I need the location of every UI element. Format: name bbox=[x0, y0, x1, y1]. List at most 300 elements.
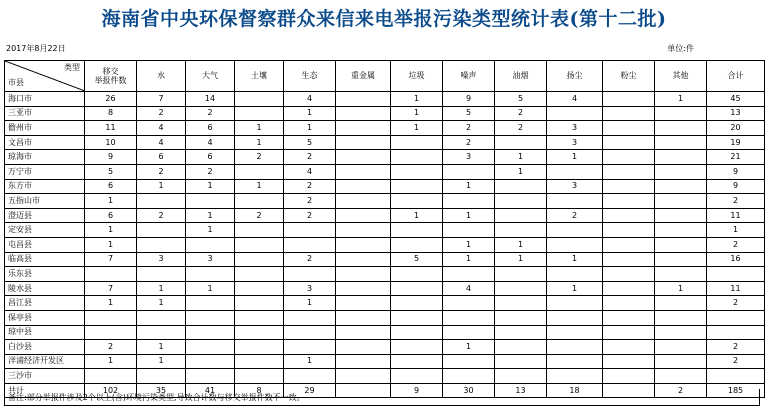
count-cell: 1 bbox=[443, 179, 495, 194]
count-cell: 1 bbox=[137, 340, 186, 355]
count-cell: 1 bbox=[186, 179, 235, 194]
count-cell bbox=[495, 194, 547, 209]
count-cell: 3 bbox=[284, 281, 336, 296]
count-cell bbox=[391, 194, 443, 209]
city-name-cell: 陵水县 bbox=[5, 281, 85, 296]
count-cell: 2 bbox=[707, 237, 765, 252]
count-cell bbox=[85, 267, 137, 282]
count-cell bbox=[186, 237, 235, 252]
count-cell bbox=[391, 340, 443, 355]
corner-city-label: 市县 bbox=[8, 78, 24, 87]
count-cell: 1 bbox=[655, 92, 707, 107]
count-cell bbox=[391, 296, 443, 311]
count-cell bbox=[443, 310, 495, 325]
count-cell bbox=[655, 194, 707, 209]
count-cell: 2 bbox=[495, 106, 547, 121]
count-cell: 1 bbox=[443, 340, 495, 355]
count-cell: 1 bbox=[547, 281, 603, 296]
count-cell: 16 bbox=[707, 252, 765, 267]
table-row bbox=[5, 150, 765, 165]
count-cell bbox=[603, 340, 655, 355]
count-cell bbox=[603, 208, 655, 223]
count-cell: 7 bbox=[137, 92, 186, 107]
count-cell: 3 bbox=[547, 179, 603, 194]
table-row bbox=[5, 281, 765, 296]
count-cell: 14 bbox=[186, 92, 235, 107]
count-cell bbox=[655, 369, 707, 384]
count-cell bbox=[391, 164, 443, 179]
total-count-cell: 35 bbox=[137, 383, 186, 398]
count-cell: 1 bbox=[284, 106, 336, 121]
table-row bbox=[5, 267, 765, 282]
count-cell bbox=[495, 340, 547, 355]
count-cell bbox=[603, 106, 655, 121]
count-cell bbox=[235, 194, 284, 209]
count-cell: 2 bbox=[443, 121, 495, 136]
count-cell bbox=[336, 281, 391, 296]
count-cell bbox=[495, 223, 547, 238]
column-header: 水 bbox=[137, 61, 186, 92]
count-cell bbox=[547, 325, 603, 340]
count-cell: 2 bbox=[235, 208, 284, 223]
count-cell: 3 bbox=[443, 150, 495, 165]
count-cell bbox=[443, 194, 495, 209]
count-cell: 5 bbox=[443, 106, 495, 121]
city-name-cell: 海口市 bbox=[5, 92, 85, 107]
count-cell bbox=[655, 267, 707, 282]
count-cell bbox=[284, 310, 336, 325]
count-cell bbox=[336, 296, 391, 311]
count-cell bbox=[137, 325, 186, 340]
column-header: 土壤 bbox=[235, 61, 284, 92]
count-cell bbox=[235, 310, 284, 325]
total-count-cell: 13 bbox=[495, 383, 547, 398]
count-cell bbox=[137, 223, 186, 238]
count-cell bbox=[495, 310, 547, 325]
count-cell bbox=[655, 325, 707, 340]
count-cell: 2 bbox=[284, 179, 336, 194]
count-cell: 1 bbox=[284, 121, 336, 136]
count-cell bbox=[235, 223, 284, 238]
count-cell bbox=[391, 135, 443, 150]
count-cell bbox=[603, 92, 655, 107]
count-cell bbox=[603, 296, 655, 311]
count-cell: 2 bbox=[284, 194, 336, 209]
count-cell: 2 bbox=[186, 164, 235, 179]
count-cell bbox=[547, 106, 603, 121]
count-cell bbox=[655, 354, 707, 369]
count-cell: 6 bbox=[137, 150, 186, 165]
count-cell: 2 bbox=[284, 252, 336, 267]
count-cell bbox=[137, 310, 186, 325]
count-cell: 1 bbox=[85, 223, 137, 238]
count-cell: 1 bbox=[235, 121, 284, 136]
total-label-cell: 共计 bbox=[5, 383, 85, 398]
column-header-transfer: 移交 举报件数 bbox=[85, 61, 137, 92]
count-cell: 3 bbox=[547, 135, 603, 150]
count-cell: 6 bbox=[85, 179, 137, 194]
count-cell bbox=[284, 325, 336, 340]
table-row bbox=[5, 164, 765, 179]
count-cell bbox=[235, 164, 284, 179]
count-cell bbox=[186, 267, 235, 282]
count-cell bbox=[443, 354, 495, 369]
count-cell bbox=[235, 252, 284, 267]
count-cell bbox=[85, 325, 137, 340]
count-cell bbox=[547, 237, 603, 252]
total-count-cell: 2 bbox=[655, 383, 707, 398]
count-cell: 5 bbox=[495, 92, 547, 107]
count-cell: 8 bbox=[85, 106, 137, 121]
count-cell: 1 bbox=[547, 150, 603, 165]
count-cell bbox=[235, 237, 284, 252]
city-name-cell: 临高县 bbox=[5, 252, 85, 267]
column-header: 垃圾 bbox=[391, 61, 443, 92]
count-cell bbox=[603, 179, 655, 194]
count-cell: 11 bbox=[85, 121, 137, 136]
count-cell: 1 bbox=[284, 354, 336, 369]
count-cell bbox=[655, 164, 707, 179]
total-count-cell: 41 bbox=[186, 383, 235, 398]
count-cell bbox=[137, 194, 186, 209]
count-cell: 2 bbox=[235, 150, 284, 165]
table-row bbox=[5, 208, 765, 223]
count-cell: 1 bbox=[186, 281, 235, 296]
count-cell bbox=[336, 179, 391, 194]
count-cell: 1 bbox=[707, 223, 765, 238]
count-cell bbox=[336, 194, 391, 209]
column-header: 重金属 bbox=[336, 61, 391, 92]
count-cell: 7 bbox=[85, 281, 137, 296]
count-cell bbox=[235, 296, 284, 311]
count-cell bbox=[235, 325, 284, 340]
count-cell: 1 bbox=[391, 208, 443, 223]
table-row bbox=[5, 106, 765, 121]
count-cell bbox=[443, 325, 495, 340]
count-cell bbox=[655, 237, 707, 252]
count-cell: 1 bbox=[137, 354, 186, 369]
table-row bbox=[5, 252, 765, 267]
count-cell: 1 bbox=[391, 106, 443, 121]
count-cell bbox=[391, 325, 443, 340]
count-cell bbox=[391, 310, 443, 325]
count-cell: 21 bbox=[707, 150, 765, 165]
count-cell bbox=[284, 267, 336, 282]
count-cell bbox=[707, 325, 765, 340]
count-cell bbox=[336, 237, 391, 252]
count-cell: 1 bbox=[495, 164, 547, 179]
count-cell: 1 bbox=[85, 194, 137, 209]
count-cell bbox=[336, 92, 391, 107]
count-cell bbox=[85, 310, 137, 325]
count-cell bbox=[284, 369, 336, 384]
total-count-cell: 29 bbox=[284, 383, 336, 398]
count-cell: 1 bbox=[495, 150, 547, 165]
count-cell bbox=[547, 194, 603, 209]
page-title: 海南省中央环保督察群众来信来电举报污染类型统计表(第十二批) bbox=[101, 8, 667, 30]
count-cell bbox=[495, 369, 547, 384]
count-cell: 4 bbox=[137, 121, 186, 136]
count-cell bbox=[391, 354, 443, 369]
count-cell bbox=[391, 369, 443, 384]
table-row bbox=[5, 121, 765, 136]
count-cell bbox=[655, 296, 707, 311]
count-cell bbox=[603, 354, 655, 369]
count-cell bbox=[707, 369, 765, 384]
count-cell bbox=[443, 267, 495, 282]
count-cell: 1 bbox=[495, 252, 547, 267]
count-cell: 2 bbox=[137, 208, 186, 223]
count-cell bbox=[336, 325, 391, 340]
count-cell bbox=[336, 135, 391, 150]
count-cell: 9 bbox=[707, 164, 765, 179]
count-cell: 1 bbox=[235, 135, 284, 150]
table-row bbox=[5, 325, 765, 340]
count-cell bbox=[495, 267, 547, 282]
count-cell bbox=[495, 325, 547, 340]
column-header: 大气 bbox=[186, 61, 235, 92]
count-cell: 1 bbox=[655, 281, 707, 296]
count-cell bbox=[235, 354, 284, 369]
total-count-cell: 8 bbox=[235, 383, 284, 398]
count-cell: 1 bbox=[235, 179, 284, 194]
count-cell bbox=[235, 267, 284, 282]
count-cell bbox=[603, 164, 655, 179]
city-name-cell: 琼海市 bbox=[5, 150, 85, 165]
header-row bbox=[5, 61, 765, 92]
count-cell: 1 bbox=[443, 208, 495, 223]
count-cell bbox=[495, 135, 547, 150]
count-cell bbox=[495, 281, 547, 296]
count-cell bbox=[495, 354, 547, 369]
count-cell: 4 bbox=[547, 92, 603, 107]
count-cell bbox=[707, 310, 765, 325]
count-cell bbox=[655, 150, 707, 165]
count-cell: 3 bbox=[186, 252, 235, 267]
count-cell: 20 bbox=[707, 121, 765, 136]
count-cell: 4 bbox=[137, 135, 186, 150]
count-cell bbox=[391, 223, 443, 238]
table-row bbox=[5, 92, 765, 107]
count-cell bbox=[235, 369, 284, 384]
count-cell: 4 bbox=[284, 164, 336, 179]
count-cell: 1 bbox=[85, 354, 137, 369]
count-cell: 3 bbox=[547, 121, 603, 136]
count-cell: 1 bbox=[85, 296, 137, 311]
count-cell bbox=[655, 310, 707, 325]
count-cell bbox=[655, 106, 707, 121]
count-cell bbox=[655, 223, 707, 238]
city-name-cell: 屯昌县 bbox=[5, 237, 85, 252]
count-cell bbox=[603, 369, 655, 384]
count-cell: 2 bbox=[85, 340, 137, 355]
count-cell bbox=[336, 164, 391, 179]
count-cell: 1 bbox=[284, 296, 336, 311]
count-cell bbox=[547, 354, 603, 369]
city-name-cell: 澄迈县 bbox=[5, 208, 85, 223]
count-cell: 13 bbox=[707, 106, 765, 121]
count-cell: 1 bbox=[495, 237, 547, 252]
count-cell: 2 bbox=[284, 150, 336, 165]
count-cell bbox=[443, 223, 495, 238]
table-row bbox=[5, 354, 765, 369]
statistics-table bbox=[4, 60, 765, 398]
count-cell bbox=[495, 179, 547, 194]
count-cell bbox=[391, 179, 443, 194]
column-header: 粉尘 bbox=[603, 61, 655, 92]
city-name-cell: 洋浦经济开发区 bbox=[5, 354, 85, 369]
count-cell bbox=[336, 208, 391, 223]
table-row bbox=[5, 310, 765, 325]
count-cell bbox=[655, 252, 707, 267]
count-cell bbox=[336, 106, 391, 121]
count-cell: 1 bbox=[443, 252, 495, 267]
corner-type-label: 类型 bbox=[64, 63, 80, 72]
count-cell bbox=[336, 252, 391, 267]
count-cell: 5 bbox=[85, 164, 137, 179]
count-cell bbox=[547, 369, 603, 384]
count-cell bbox=[186, 310, 235, 325]
count-cell: 2 bbox=[707, 340, 765, 355]
count-cell bbox=[336, 150, 391, 165]
count-cell bbox=[336, 369, 391, 384]
count-cell: 1 bbox=[137, 281, 186, 296]
count-cell bbox=[391, 267, 443, 282]
city-name-cell: 儋州市 bbox=[5, 121, 85, 136]
count-cell: 6 bbox=[186, 150, 235, 165]
total-count-cell: 9 bbox=[391, 383, 443, 398]
city-name-cell: 定安县 bbox=[5, 223, 85, 238]
count-cell: 2 bbox=[284, 208, 336, 223]
total-count-cell: 30 bbox=[443, 383, 495, 398]
count-cell bbox=[186, 325, 235, 340]
count-cell: 1 bbox=[186, 223, 235, 238]
count-cell bbox=[547, 310, 603, 325]
count-cell: 2 bbox=[495, 121, 547, 136]
count-cell bbox=[495, 208, 547, 223]
count-cell: 11 bbox=[707, 208, 765, 223]
footnote: 备注:部分举报件涉及2个以上(含)环境污染类型,导致合计数与移交举报件数不一致。 bbox=[4, 389, 760, 406]
count-cell: 26 bbox=[85, 92, 137, 107]
count-cell: 1 bbox=[85, 237, 137, 252]
count-cell: 1 bbox=[137, 179, 186, 194]
city-name-cell: 三亚市 bbox=[5, 106, 85, 121]
count-cell bbox=[137, 267, 186, 282]
count-cell: 1 bbox=[391, 92, 443, 107]
count-cell bbox=[235, 340, 284, 355]
count-cell bbox=[336, 121, 391, 136]
count-cell bbox=[186, 194, 235, 209]
count-cell bbox=[85, 369, 137, 384]
total-count-cell: 102 bbox=[85, 383, 137, 398]
count-cell: 19 bbox=[707, 135, 765, 150]
count-cell: 2 bbox=[707, 296, 765, 311]
count-cell: 9 bbox=[443, 92, 495, 107]
total-count-cell: 18 bbox=[547, 383, 603, 398]
count-cell bbox=[603, 223, 655, 238]
count-cell bbox=[284, 340, 336, 355]
count-cell bbox=[655, 208, 707, 223]
count-cell bbox=[391, 150, 443, 165]
total-count-cell: 185 bbox=[707, 383, 765, 398]
city-name-cell: 昌江县 bbox=[5, 296, 85, 311]
count-cell bbox=[603, 237, 655, 252]
count-cell bbox=[235, 92, 284, 107]
count-cell: 5 bbox=[284, 135, 336, 150]
city-name-cell: 三沙市 bbox=[5, 369, 85, 384]
unit-label: 单位:件 bbox=[667, 44, 694, 53]
count-cell: 1 bbox=[137, 296, 186, 311]
count-cell: 1 bbox=[391, 121, 443, 136]
count-cell bbox=[547, 223, 603, 238]
count-cell bbox=[603, 267, 655, 282]
count-cell bbox=[137, 369, 186, 384]
column-header: 扬尘 bbox=[547, 61, 603, 92]
count-cell bbox=[655, 121, 707, 136]
count-cell: 6 bbox=[186, 121, 235, 136]
city-name-cell: 五指山市 bbox=[5, 194, 85, 209]
count-cell bbox=[336, 223, 391, 238]
count-cell: 2 bbox=[707, 354, 765, 369]
count-cell bbox=[603, 252, 655, 267]
count-cell: 4 bbox=[284, 92, 336, 107]
count-cell bbox=[186, 354, 235, 369]
count-cell bbox=[655, 135, 707, 150]
table-row bbox=[5, 296, 765, 311]
table-row bbox=[5, 369, 765, 384]
count-cell: 2 bbox=[137, 106, 186, 121]
count-cell bbox=[547, 340, 603, 355]
count-cell bbox=[603, 310, 655, 325]
table-row bbox=[5, 179, 765, 194]
city-name-cell: 白沙县 bbox=[5, 340, 85, 355]
count-cell bbox=[707, 267, 765, 282]
count-cell bbox=[547, 267, 603, 282]
city-name-cell: 文昌市 bbox=[5, 135, 85, 150]
count-cell: 2 bbox=[186, 106, 235, 121]
count-cell: 5 bbox=[391, 252, 443, 267]
count-cell: 4 bbox=[443, 281, 495, 296]
count-cell bbox=[495, 296, 547, 311]
count-cell bbox=[235, 106, 284, 121]
count-cell bbox=[655, 179, 707, 194]
city-name-cell: 乐东县 bbox=[5, 267, 85, 282]
count-cell: 2 bbox=[707, 194, 765, 209]
count-cell: 1 bbox=[443, 237, 495, 252]
table-row bbox=[5, 223, 765, 238]
city-name-cell: 保亭县 bbox=[5, 310, 85, 325]
city-name-cell: 东方市 bbox=[5, 179, 85, 194]
count-cell bbox=[443, 296, 495, 311]
count-cell: 9 bbox=[707, 179, 765, 194]
column-header: 生态 bbox=[284, 61, 336, 92]
count-cell bbox=[603, 281, 655, 296]
count-cell bbox=[336, 340, 391, 355]
count-cell: 1 bbox=[186, 208, 235, 223]
column-header: 噪声 bbox=[443, 61, 495, 92]
count-cell: 2 bbox=[547, 208, 603, 223]
count-cell bbox=[137, 237, 186, 252]
table-row bbox=[5, 340, 765, 355]
column-header: 油烟 bbox=[495, 61, 547, 92]
count-cell bbox=[284, 223, 336, 238]
count-cell bbox=[284, 237, 336, 252]
count-cell bbox=[603, 150, 655, 165]
count-cell: 10 bbox=[85, 135, 137, 150]
count-cell bbox=[336, 354, 391, 369]
count-cell bbox=[391, 237, 443, 252]
count-cell bbox=[186, 296, 235, 311]
